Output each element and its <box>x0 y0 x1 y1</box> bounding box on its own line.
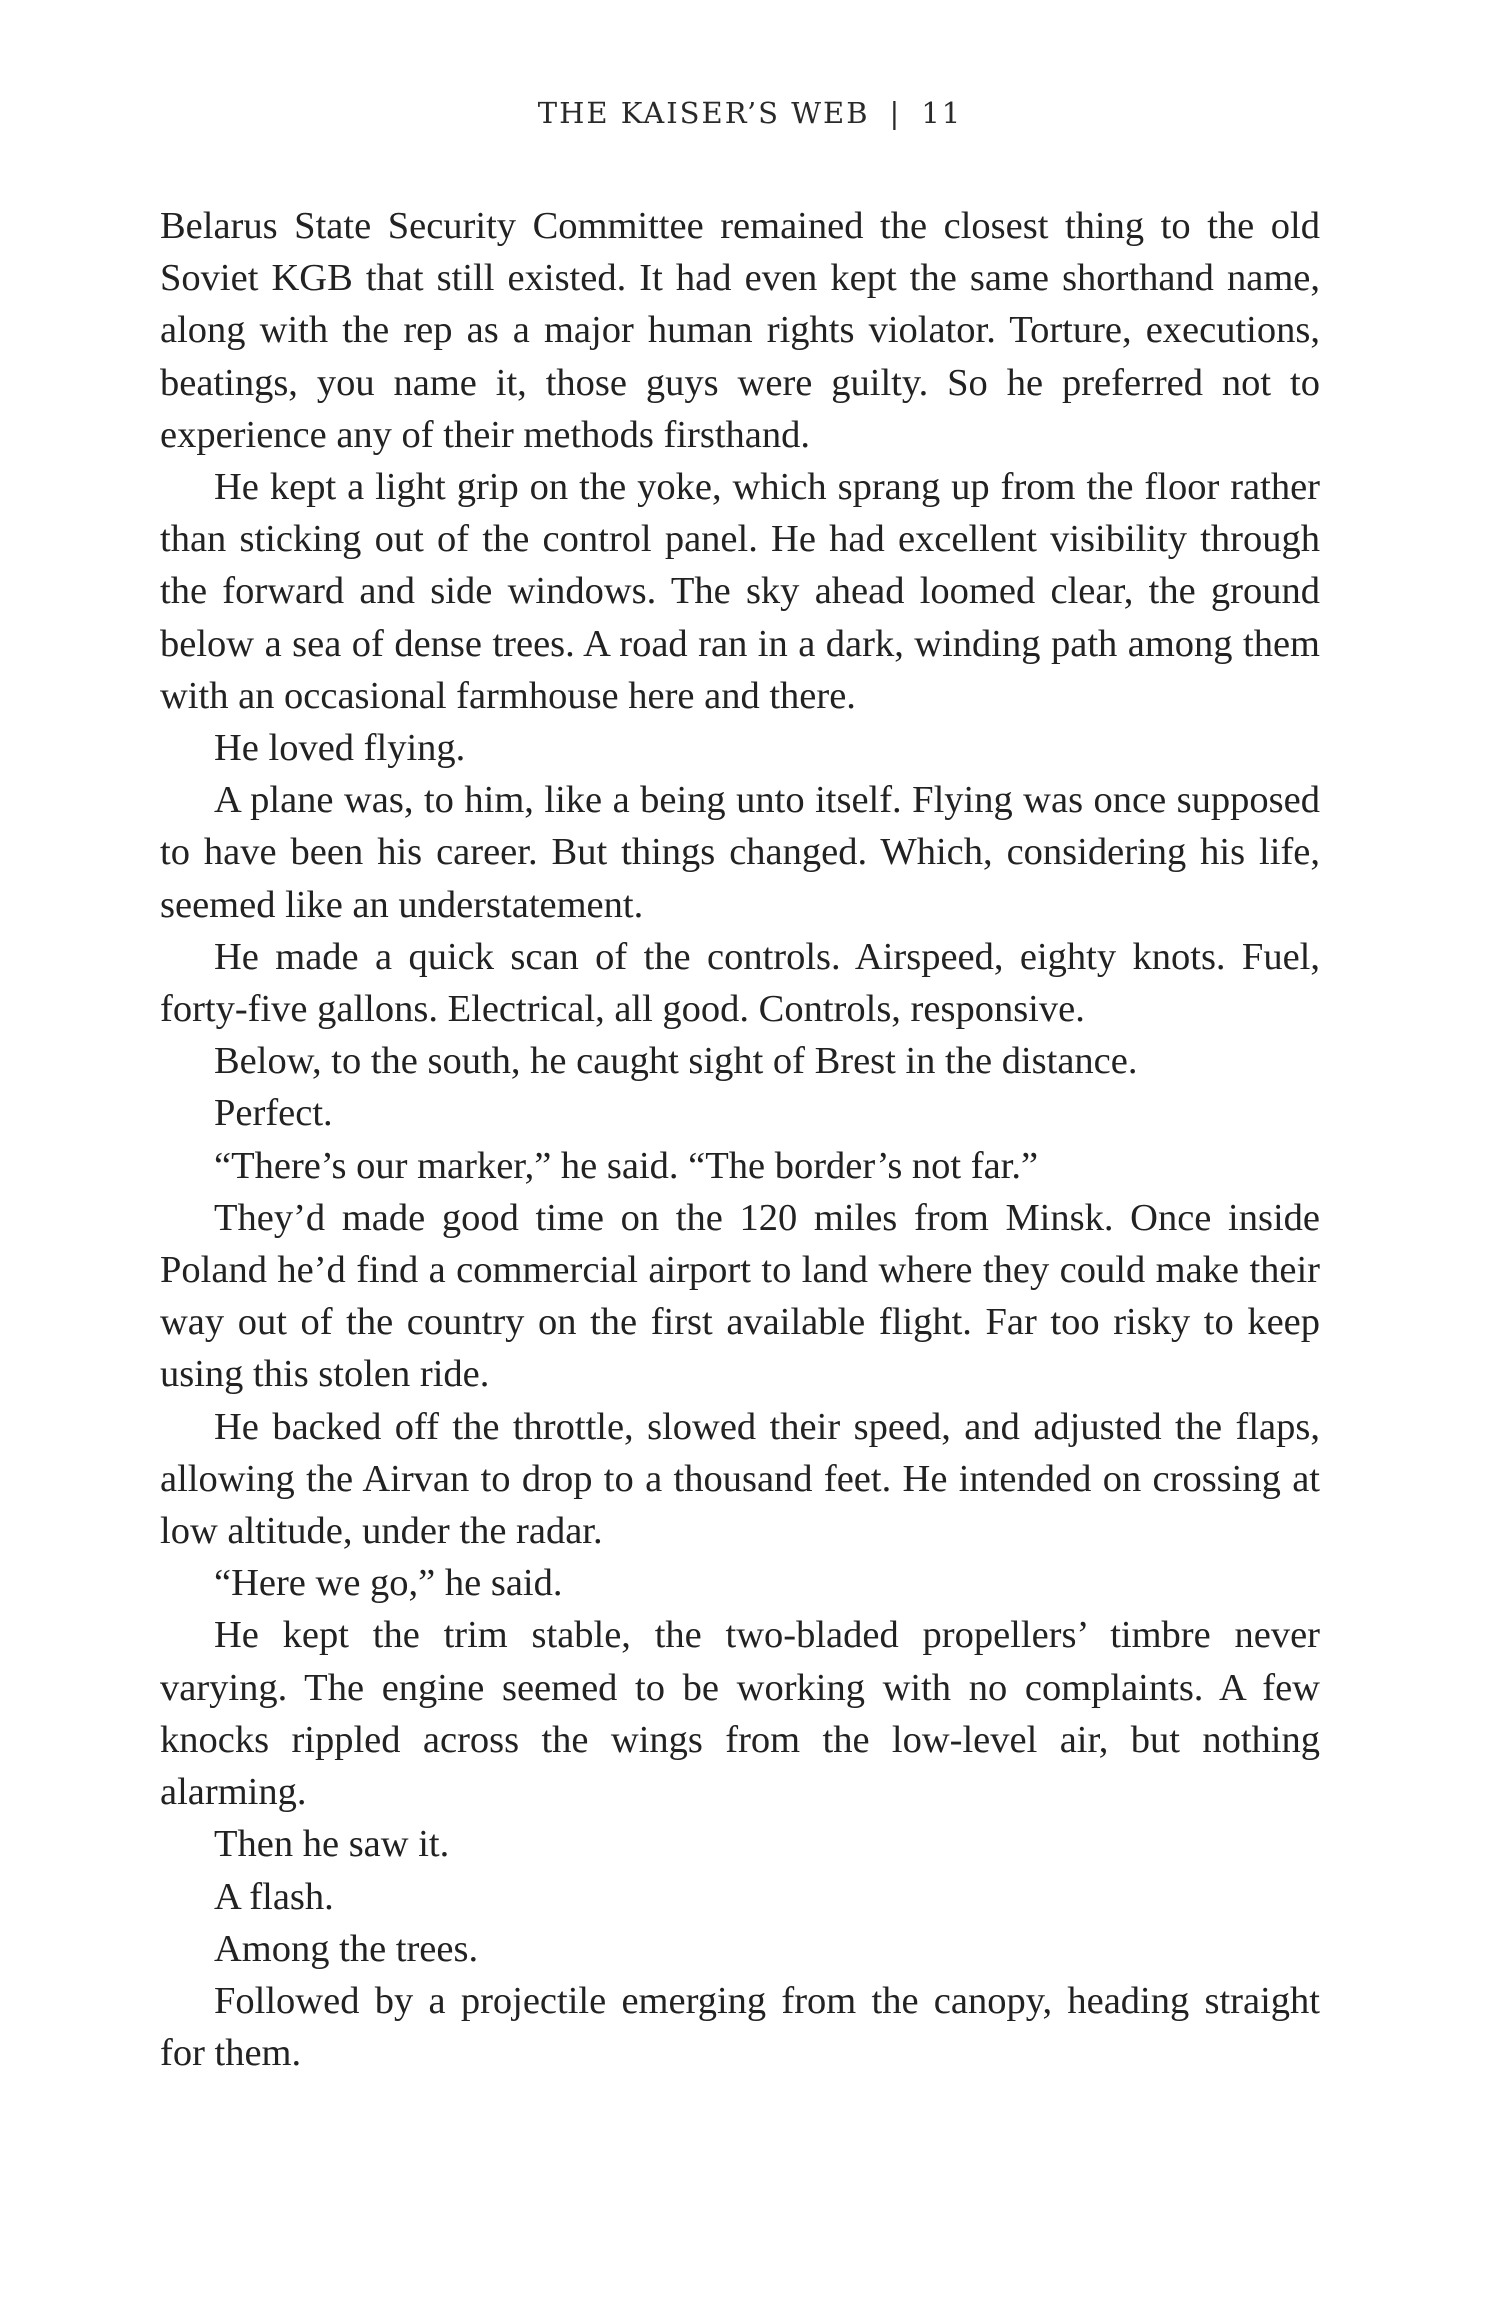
paragraph: A plane was, to him, like a being unto itself. Flying was once supposed to have been his career. But things changed. Which, considering his life, seemed like an understatement. <box>160 779 1320 926</box>
paragraph: “There’s our marker,” he said. “The border’s not far.” <box>214 1144 1039 1187</box>
body-text <box>160 200 1320 2079</box>
paragraph: Among the trees. <box>214 1927 479 1970</box>
paragraph: Followed by a projectile emerging from the canopy, heading straight for them. <box>160 1979 1320 2075</box>
paragraph: He made a quick scan of the controls. Airspeed, eighty knots. Fuel, forty-five gallons. Electrical, all good. Controls, responsive. <box>160 935 1320 1031</box>
paragraph: He kept the trim stable, the two-bladed propellers’ timbre never varying. The engine seemed to be working with no complaints. A few knocks rippled across the wings from the low-level air, but nothing alarming. <box>160 1614 1320 1814</box>
paragraph: A flash. <box>214 1875 334 1918</box>
paragraph: He backed off the throttle, slowed their speed, and adjusted the flaps, allowing the Airvan to drop to a thousand feet. He intended on crossing at low altitude, under the radar. <box>160 1405 1320 1553</box>
paragraph: Below, to the south, he caught sight of Brest in the distance. <box>214 1040 1138 1083</box>
page-number: 11 <box>921 96 963 130</box>
header-separator: | <box>889 96 902 130</box>
paragraph: He loved flying. <box>214 727 466 770</box>
paragraph: He kept a light grip on the yoke, which sprang up from the floor rather than sticking out of the control panel. He had excellent visibility through the forward and side windows. The sky ahead loomed clear, the ground below a sea of dense trees. A road ran in a dark, winding path among them with an occasional farmhouse here and there. <box>160 466 1320 717</box>
book-title: THE KAISER’S WEB <box>537 96 870 130</box>
running-head <box>0 96 1500 130</box>
paragraph: “Here we go,” he said. <box>214 1562 563 1605</box>
paragraph: Belarus State Security Committee remained the closest thing to the old Soviet KGB that still existed. It had even kept the same shorthand name, along with the rep as a major human rights violator. Torture, executions, beatings, you name it, those guys were guilty. So he preferred not to experience any of their methods firsthand. <box>160 205 1320 456</box>
paragraph: Then he saw it. <box>214 1823 450 1866</box>
paragraph: They’d made good time on the 120 miles from Minsk. Once inside Poland he’d find a commercial airport to land where they could make their way out of the country on the first available flight. Far too risky to keep using this stolen ride. <box>160 1196 1320 1396</box>
paragraph: Perfect. <box>214 1092 333 1135</box>
